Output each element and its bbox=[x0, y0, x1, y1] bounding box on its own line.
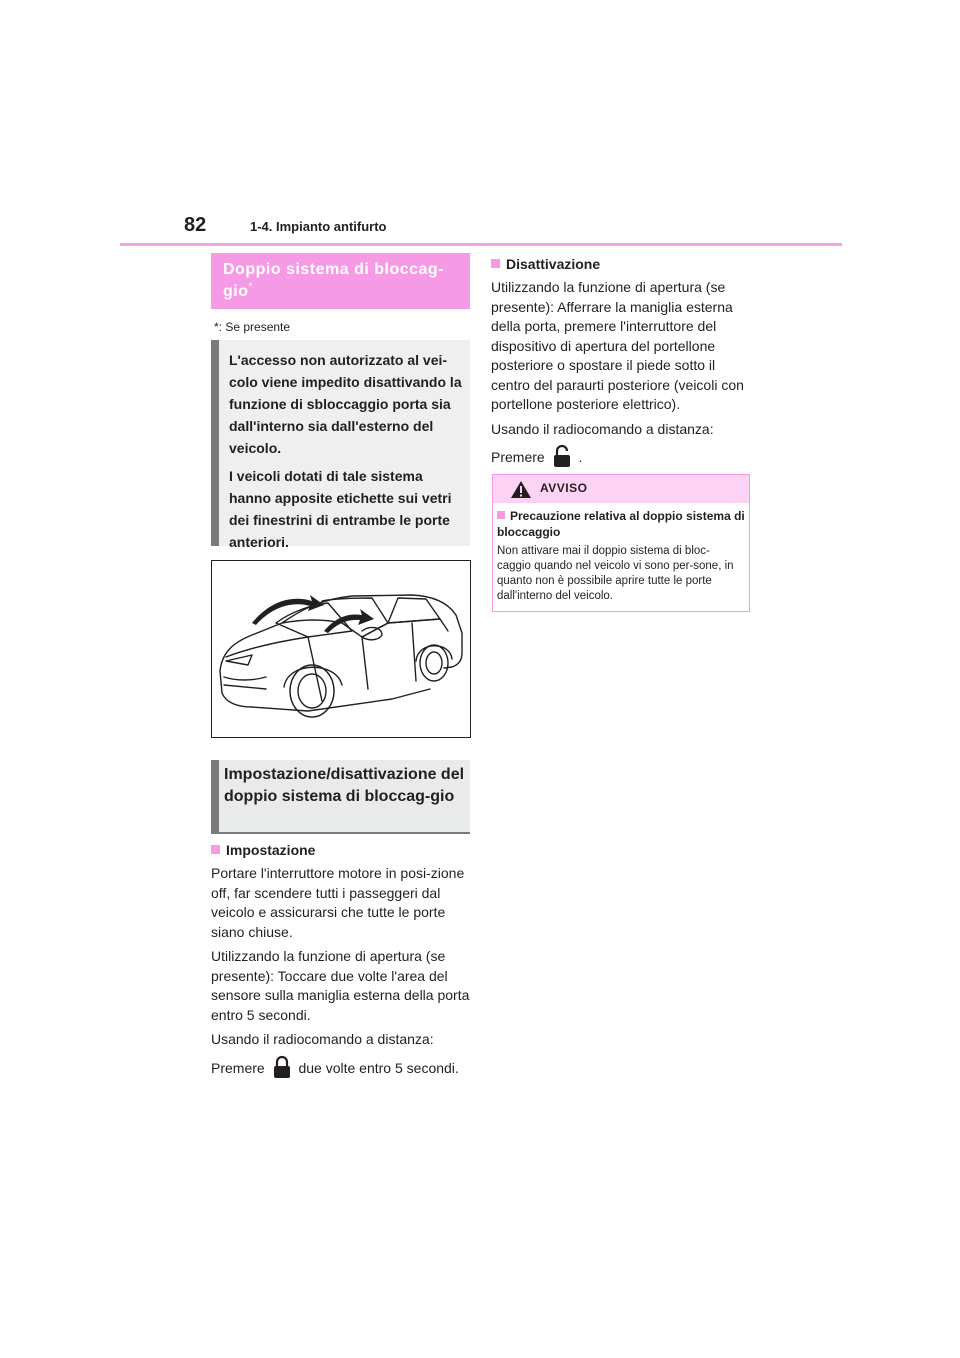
square-bullet-icon bbox=[491, 259, 500, 268]
impostazione-paragraph-1: Portare l'interruttore motore in posi-zione off, far scendere tutti i passeggeri dal veicolo e assicurarsi che tutte le porte siano chiuse. bbox=[211, 865, 465, 940]
section-title-setting: Impostazione/disattivazione del doppio sistema di bloccag-gio bbox=[224, 766, 465, 805]
section-title-setting-bar bbox=[211, 760, 219, 832]
asterisk: * bbox=[248, 281, 253, 293]
car-windows-illustration bbox=[212, 561, 470, 737]
disattivazione-paragraph-2: Usando il radiocomando a distanza: bbox=[491, 420, 714, 437]
press-suffix-text: due volte entro 5 secondi. bbox=[298, 1059, 459, 1076]
section-title-setting-rule bbox=[211, 832, 470, 834]
disattivazione-heading bbox=[491, 256, 753, 272]
warning-label: AVVISO bbox=[540, 481, 588, 495]
chapter-title: 1-4. Impianto antifurto bbox=[250, 219, 387, 234]
lock-open-icon bbox=[553, 444, 571, 468]
section-title-doppio bbox=[211, 253, 470, 309]
footnote: *: Se presente bbox=[214, 320, 291, 334]
disattivazione-paragraph-3 bbox=[491, 444, 753, 468]
warning-subheading-text: Precauzione relativa al doppio sistema di bloccaggio bbox=[497, 509, 745, 539]
warning-triangle-icon bbox=[510, 480, 532, 499]
intro-bar bbox=[211, 340, 219, 546]
square-bullet-icon bbox=[211, 845, 220, 854]
header-rule bbox=[120, 243, 842, 246]
intro-paragraph-1: L'accesso non autorizzato al vei-colo viene impedito disattivando la funzione di sbloccaggio porta sia dall'interno sia dall'esterno del veicolo. bbox=[229, 352, 462, 456]
car-illustration-frame bbox=[211, 560, 471, 738]
press-suffix-text: . bbox=[578, 449, 583, 465]
intro-text bbox=[229, 349, 465, 559]
square-bullet-icon bbox=[497, 511, 505, 519]
disattivazione-heading-text: Disattivazione bbox=[506, 256, 601, 272]
impostazione-block bbox=[211, 842, 473, 1084]
impostazione-paragraph-3: Usando il radiocomando a distanza: bbox=[211, 1031, 434, 1047]
impostazione-paragraph-2: Utilizzando la funzione di apertura (se presente): Toccare due volte l'area del sensore sulla maniglia esterna della porta entro 5 secondi. bbox=[211, 948, 470, 1023]
lock-closed-icon bbox=[273, 1055, 291, 1079]
intro-paragraph-2: I veicoli dotati di tale sistema hanno apposite etichette sui vetri dei finestrini di entrambe le porte anteriori. bbox=[229, 468, 452, 550]
impostazione-heading bbox=[211, 842, 473, 858]
press-text: Premere bbox=[211, 1059, 265, 1076]
warning-subheading bbox=[497, 508, 745, 540]
warning-body: Non attivare mai il doppio sistema di bloc-caggio quando nel veicolo vi sono per-sone, in quanto non è possibile aprire tutte le porte dall'interno del veicolo. bbox=[497, 545, 734, 602]
impostazione-paragraph-4 bbox=[211, 1055, 473, 1079]
section-title-text: Doppio sistema di bloccag-gio bbox=[223, 261, 445, 300]
page-number: 82 bbox=[184, 214, 207, 236]
press-text: Premere bbox=[491, 449, 545, 465]
disattivazione-paragraph-1: Utilizzando la funzione di apertura (se presente): Afferrare la maniglia esterna della porta, premere l'interruttore del dispositivo di apertura del portellone posteriore o spostare il piede sotto il centro del paraurti posteriore (veicoli con portellone posteriore elettrico). bbox=[491, 279, 744, 412]
disattivazione-block bbox=[491, 256, 753, 473]
impostazione-heading-text: Impostazione bbox=[226, 842, 316, 858]
